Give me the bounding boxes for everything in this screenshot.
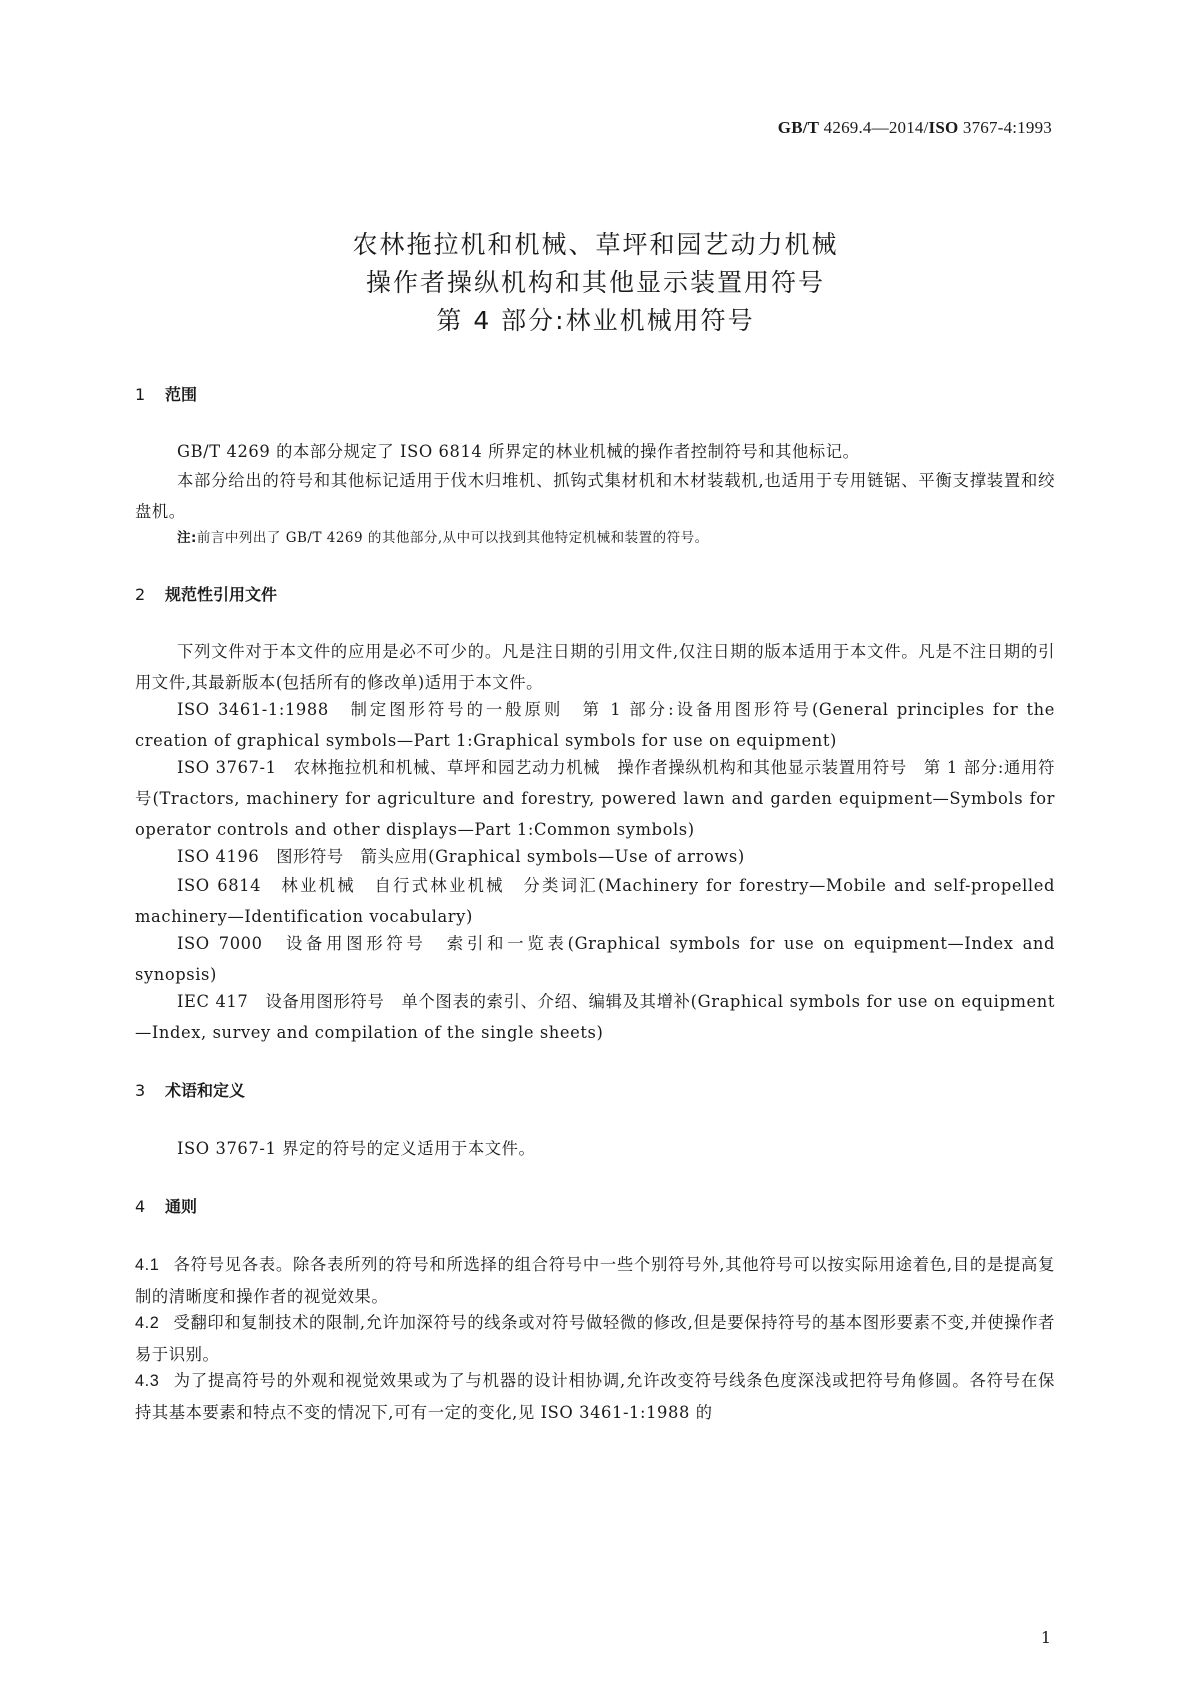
clause-4-3: 4.3 为了提高符号的外观和视觉效果或为了与机器的设计相协调,允许改变符号线条色度深浅或把符号角修圆。各符号在保持其基本要素和特点不变的情况下,可有一定的变化,见 ISO 3461-1:1988 的 bbox=[135, 1371, 1055, 1422]
title-line-3: 第 4 部分:林业机械用符号 bbox=[436, 306, 755, 335]
scope-paragraph-1: GB/T 4269 的本部分规定了 ISO 6814 所界定的林业机械的操作者控制符号和其他标记。 bbox=[177, 442, 860, 461]
title-line-1: 农林拖拉机和机械、草坪和园艺动力机械 bbox=[352, 230, 839, 259]
references-intro: 下列文件对于本文件的应用是必不可少的。凡是注日期的引用文件,仅注日期的版本适用于本文件。凡是不注日期的引用文件,其最新版本(包括所有的修改单)适用于本文件。 bbox=[135, 642, 1055, 692]
section-heading-references: 2 规范性引用文件 bbox=[135, 585, 278, 604]
reference-item: ISO 3461-1:1988 制定图形符号的一般原则 第 1 部分:设备用图形符号(General principles for the creation of graphical symbols—Part 1:Graphical symbols for use on equipment) bbox=[135, 700, 1055, 750]
reference-item: ISO 4196 图形符号 箭头应用(Graphical symbols—Use of arrows) bbox=[177, 847, 745, 866]
standard-code: GB/T 4269.4—2014/ISO 3767-4:1993 bbox=[777, 118, 1052, 137]
page-number: 1 bbox=[1040, 1628, 1051, 1647]
title-line-2: 操作者操纵机构和其他显示装置用符号 bbox=[365, 268, 825, 297]
reference-item: IEC 417 设备用图形符号 单个图表的索引、介绍、编辑及其增补(Graphical symbols for use on equipment—Index, survey and compilation of the single sheets) bbox=[135, 992, 1055, 1042]
clause-4-1: 4.1 各符号见各表。除各表所列的符号和所选择的组合符号中一些个别符号外,其他符号可以按实际用途着色,目的是提高复制的清晰度和操作者的视觉效果。 bbox=[135, 1255, 1055, 1306]
reference-item: ISO 7000 设备用图形符号 索引和一览表(Graphical symbols for use on equipment—Index and synopsis) bbox=[135, 934, 1055, 984]
section-heading-terms: 3 术语和定义 bbox=[135, 1081, 246, 1100]
clause-4-2: 4.2 受翻印和复制技术的限制,允许加深符号的线条或对符号做轻微的修改,但是要保持符号的基本图形要素不变,并使操作者易于识别。 bbox=[135, 1313, 1055, 1364]
scope-paragraph-2: 本部分给出的符号和其他标记适用于伐木归堆机、抓钩式集材机和木材装载机,也适用于专用链锯、平衡支撑装置和绞盘机。 bbox=[135, 471, 1055, 521]
reference-item: ISO 6814 林业机械 自行式林业机械 分类词汇(Machinery for forestry—Mobile and self-propelled machinery—Identification vocabulary) bbox=[135, 876, 1055, 926]
reference-item: ISO 3767-1 农林拖拉机和机械、草坪和园艺动力机械 操作者操纵机构和其他显示装置用符号 第 1 部分:通用符号(Tractors, machinery for agriculture and forestry, powered lawn and garden equipment—Symbols for operator controls and other displays—Part 1:Common symbols) bbox=[135, 758, 1055, 839]
document-title bbox=[0, 226, 1191, 340]
section-heading-scope: 1 范围 bbox=[135, 385, 198, 404]
terms-paragraph: ISO 3767-1 界定的符号的定义适用于本文件。 bbox=[177, 1139, 536, 1158]
scope-note: 注:前言中列出了 GB/T 4269 的其他部分,从中可以找到其他特定机械和装置的符号。 bbox=[177, 530, 709, 546]
section-heading-general: 4 通则 bbox=[135, 1197, 198, 1216]
